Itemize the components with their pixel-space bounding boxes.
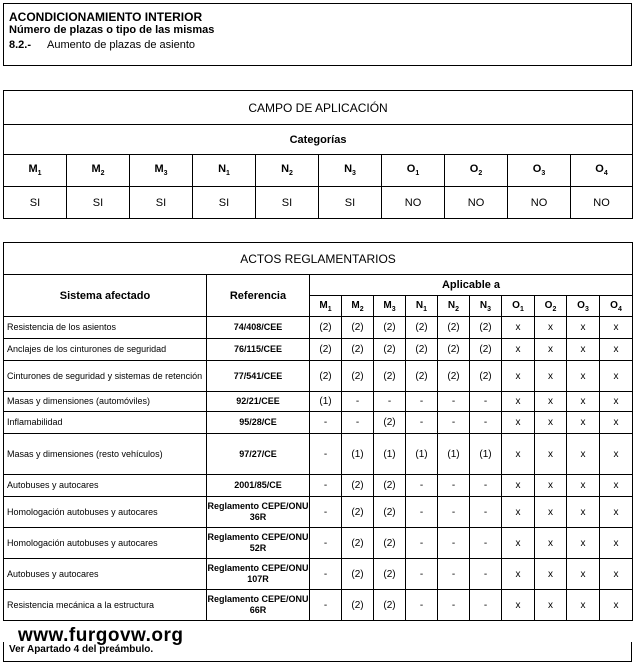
aplicable-cell: x <box>600 392 633 412</box>
col-aplicable-header: Aplicable a <box>310 275 633 296</box>
aplicable-cell: (2) <box>310 317 342 339</box>
aplicable-cell: (2) <box>374 559 406 590</box>
table-row <box>4 339 633 361</box>
aplicable-cell: x <box>502 559 535 590</box>
aplicable-cell: (2) <box>470 317 502 339</box>
aplicable-cell: x <box>535 412 567 434</box>
aplicable-cell: x <box>502 590 535 621</box>
aplicable-cell: x <box>502 361 535 392</box>
aplicable-cell: (2) <box>374 412 406 434</box>
aplicable-cell: x <box>567 339 600 361</box>
aplicable-cell: (2) <box>374 528 406 559</box>
category-letter: O <box>469 163 479 176</box>
table-row <box>4 497 633 528</box>
aplicable-cell: - <box>310 434 342 475</box>
aplicable-cell: x <box>502 475 535 497</box>
aplicable-cell: x <box>567 559 600 590</box>
campo-value-cell: SI <box>67 187 130 219</box>
category-subscript: 2 <box>289 170 293 178</box>
category-letter: M <box>28 163 38 176</box>
aplicable-cell: (2) <box>310 361 342 392</box>
aplicable-cell: x <box>502 339 535 361</box>
aplicable-cell: - <box>470 559 502 590</box>
referencia-cell: 77/541/CEE <box>207 361 310 392</box>
category-subscript: 1 <box>423 305 428 313</box>
campo-value-cell: NO <box>508 187 571 219</box>
aplicable-cell: (2) <box>310 339 342 361</box>
aplicable-cell: (2) <box>374 361 406 392</box>
category-subscript: 2 <box>552 305 557 313</box>
campo-value-cell: NO <box>445 187 508 219</box>
category-letter: O <box>512 299 520 311</box>
category-letter: N <box>447 299 456 311</box>
footer-note: Ver Apartado 4 del preámbulo. <box>3 642 632 662</box>
aplicable-cell: - <box>438 475 470 497</box>
aplicable-cell: x <box>535 475 567 497</box>
campo-category-o4 <box>571 155 633 187</box>
aplicable-cell: x <box>567 317 600 339</box>
aplicable-cell: x <box>567 528 600 559</box>
category-subscript: 2 <box>359 305 364 313</box>
aplicable-cell: (1) <box>406 434 438 475</box>
category-letter: O <box>577 299 585 311</box>
sistema-cell: Homologación autobuses y autocares <box>4 528 207 559</box>
category-letter: N <box>281 163 290 176</box>
categories-row <box>4 155 633 187</box>
aplicable-cell: x <box>600 590 633 621</box>
aplicable-cell: (1) <box>470 434 502 475</box>
aplicable-cell: x <box>535 528 567 559</box>
table-row <box>4 361 633 392</box>
aplicable-cell: - <box>310 475 342 497</box>
aplicable-cell: x <box>600 434 633 475</box>
campo-value-cell: SI <box>4 187 67 219</box>
aplicable-cell: x <box>535 559 567 590</box>
header-box <box>3 3 632 66</box>
aplicable-cell: x <box>502 317 535 339</box>
aplicable-cell: x <box>567 590 600 621</box>
col-referencia-header: Referencia <box>207 275 310 317</box>
sistema-cell: Masas y dimensiones (automóviles) <box>4 392 207 412</box>
table-row <box>4 392 633 412</box>
category-subscript: 3 <box>541 170 546 178</box>
sistema-cell: Cinturones de seguridad y sistemas de retención <box>4 361 207 392</box>
aplicable-cell: - <box>406 497 438 528</box>
aplicable-cell: (2) <box>374 497 406 528</box>
categorias-label: Categorías <box>4 125 633 155</box>
aplicable-cell: - <box>310 559 342 590</box>
table-row <box>4 412 633 434</box>
table-row <box>4 559 633 590</box>
aplicable-cell: (2) <box>342 475 374 497</box>
aplicable-cell: - <box>438 559 470 590</box>
aplicable-cell: - <box>406 590 438 621</box>
campo-value-cell: SI <box>130 187 193 219</box>
aplicable-cell: (1) <box>342 434 374 475</box>
aplicable-cell: x <box>502 392 535 412</box>
campo-value-cell: NO <box>382 187 445 219</box>
section-line <box>9 37 631 53</box>
sistema-cell: Homologación autobuses y autocares <box>4 497 207 528</box>
category-letter: O <box>595 163 604 176</box>
category-subscript: 3 <box>391 305 396 313</box>
category-subscript: 3 <box>163 170 168 178</box>
category-letter: N <box>344 163 353 176</box>
actos-category-n2 <box>438 296 470 317</box>
aplicable-cell: - <box>438 528 470 559</box>
category-subscript: 3 <box>487 305 492 313</box>
referencia-cell: Reglamento CEPE/ONU 107R <box>207 559 310 590</box>
category-subscript: 1 <box>226 170 230 178</box>
aplicable-cell: (2) <box>470 339 502 361</box>
actos-body <box>4 317 633 621</box>
category-letter: O <box>544 299 553 311</box>
aplicable-cell: (2) <box>374 339 406 361</box>
aplicable-cell: - <box>470 475 502 497</box>
sistema-cell: Resistencia de los asientos <box>4 317 207 339</box>
aplicable-cell: (1) <box>374 434 406 475</box>
col-sistema-header: Sistema afectado <box>4 275 207 317</box>
aplicable-cell: (2) <box>438 317 470 339</box>
category-letter: O <box>532 163 542 176</box>
campo-table <box>3 90 633 219</box>
aplicable-cell: (2) <box>342 317 374 339</box>
category-subscript: 3 <box>352 170 356 178</box>
actos-category-n3 <box>470 296 502 317</box>
aplicable-cell: x <box>567 475 600 497</box>
referencia-cell: 95/28/CE <box>207 412 310 434</box>
category-subscript: 1 <box>415 170 420 178</box>
aplicable-cell: x <box>600 528 633 559</box>
sistema-cell: Anclajes de los cinturones de seguridad <box>4 339 207 361</box>
aplicable-cell: (2) <box>374 475 406 497</box>
campo-value-cell: NO <box>571 187 633 219</box>
aplicable-cell: - <box>406 528 438 559</box>
aplicable-cell: - <box>310 497 342 528</box>
aplicable-cell: x <box>600 559 633 590</box>
category-letter: M <box>154 163 164 176</box>
actos-title: ACTOS REGLAMENTARIOS <box>4 243 633 275</box>
table-row <box>4 317 633 339</box>
aplicable-cell: x <box>600 339 633 361</box>
sistema-cell: Autobuses y autocares <box>4 559 207 590</box>
table-row <box>4 590 633 621</box>
actos-table <box>3 242 633 621</box>
aplicable-cell: (2) <box>342 339 374 361</box>
category-letter: N <box>415 299 424 311</box>
category-subscript: 2 <box>455 305 460 313</box>
actos-category-o1 <box>502 296 535 317</box>
aplicable-cell: (2) <box>438 339 470 361</box>
category-letter: M <box>383 299 392 311</box>
referencia-cell: 2001/85/CE <box>207 475 310 497</box>
category-subscript: 2 <box>478 170 483 178</box>
aplicable-cell: x <box>502 528 535 559</box>
aplicable-cell: - <box>438 590 470 621</box>
actos-category-o2 <box>535 296 567 317</box>
actos-category-o3 <box>567 296 600 317</box>
aplicable-cell: - <box>470 412 502 434</box>
aplicable-cell: x <box>600 412 633 434</box>
aplicable-cell: x <box>600 497 633 528</box>
aplicable-cell: x <box>567 361 600 392</box>
campo-title: CAMPO DE APLICACIÓN <box>4 91 633 125</box>
category-letter: M <box>91 163 101 176</box>
category-letter: M <box>351 299 360 311</box>
aplicable-cell: x <box>502 412 535 434</box>
aplicable-cell: - <box>470 528 502 559</box>
category-letter: M <box>319 299 328 311</box>
campo-category-m1 <box>4 155 67 187</box>
aplicable-cell: x <box>600 475 633 497</box>
doc-title: ACONDICIONAMIENTO INTERIOR <box>9 10 203 24</box>
actos-category-o4 <box>600 296 633 317</box>
watermark: www.furgovw.org <box>18 625 184 646</box>
aplicable-cell: (2) <box>374 590 406 621</box>
aplicable-cell: (1) <box>310 392 342 412</box>
table-row <box>4 528 633 559</box>
aplicable-cell: (1) <box>438 434 470 475</box>
aplicable-cell: x <box>535 590 567 621</box>
campo-category-o2 <box>445 155 508 187</box>
referencia-cell: Reglamento CEPE/ONU 52R <box>207 528 310 559</box>
campo-category-m3 <box>130 155 193 187</box>
section-number: 8.2.- <box>9 39 32 51</box>
aplicable-cell: x <box>535 361 567 392</box>
category-subscript: 3 <box>584 305 589 313</box>
aplicable-cell: - <box>374 392 406 412</box>
referencia-cell: 76/115/CEE <box>207 339 310 361</box>
aplicable-cell: (2) <box>470 361 502 392</box>
aplicable-cell: (2) <box>406 339 438 361</box>
aplicable-cell: (2) <box>342 528 374 559</box>
aplicable-cell: - <box>438 497 470 528</box>
aplicable-cell: - <box>470 497 502 528</box>
referencia-cell: 74/408/CEE <box>207 317 310 339</box>
actos-category-m2 <box>342 296 374 317</box>
aplicable-cell: - <box>470 392 502 412</box>
aplicable-cell: x <box>567 497 600 528</box>
actos-category-n1 <box>406 296 438 317</box>
campo-value-cell: SI <box>193 187 256 219</box>
aplicable-cell: x <box>535 497 567 528</box>
category-letter: N <box>218 163 227 176</box>
sistema-cell: Inflamabilidad <box>4 412 207 434</box>
category-letter: N <box>479 299 488 311</box>
aplicable-cell: x <box>502 434 535 475</box>
aplicable-cell: x <box>567 412 600 434</box>
aplicable-cell: - <box>406 475 438 497</box>
actos-category-m3 <box>374 296 406 317</box>
aplicable-cell: - <box>310 412 342 434</box>
category-subscript: 1 <box>327 305 332 313</box>
campo-category-m2 <box>67 155 130 187</box>
referencia-cell: Reglamento CEPE/ONU 36R <box>207 497 310 528</box>
category-letter: O <box>610 299 618 311</box>
aplicable-cell: (2) <box>342 590 374 621</box>
category-subscript: 4 <box>617 305 622 313</box>
campo-value-cell: SI <box>319 187 382 219</box>
campo-category-o3 <box>508 155 571 187</box>
campo-value-cell: SI <box>256 187 319 219</box>
aplicable-cell: - <box>406 412 438 434</box>
aplicable-cell: - <box>406 392 438 412</box>
sistema-cell: Resistencia mecánica a la estructura <box>4 590 207 621</box>
aplicable-cell: x <box>535 339 567 361</box>
aplicable-cell: (2) <box>342 497 374 528</box>
category-subscript: 2 <box>100 170 105 178</box>
actos-category-m1 <box>310 296 342 317</box>
aplicable-cell: - <box>470 590 502 621</box>
aplicable-cell: - <box>310 590 342 621</box>
sistema-cell: Autobuses y autocares <box>4 475 207 497</box>
category-subscript: 4 <box>603 170 608 178</box>
section-text: Aumento de plazas de asiento <box>47 39 195 51</box>
referencia-cell: 97/27/CE <box>207 434 310 475</box>
values-row <box>4 187 633 219</box>
aplicable-cell: (2) <box>406 317 438 339</box>
aplicable-cell: (2) <box>438 361 470 392</box>
aplicable-cell: (2) <box>342 361 374 392</box>
aplicable-cell: x <box>600 317 633 339</box>
referencia-cell: Reglamento CEPE/ONU 66R <box>207 590 310 621</box>
referencia-cell: 92/21/CEE <box>207 392 310 412</box>
aplicable-cell: (2) <box>342 559 374 590</box>
table-row <box>4 475 633 497</box>
aplicable-cell: - <box>438 412 470 434</box>
aplicable-cell: x <box>567 434 600 475</box>
campo-category-n2 <box>256 155 319 187</box>
aplicable-cell: - <box>310 528 342 559</box>
doc-subtitle: Número de plazas o tipo de las mismas <box>9 24 215 36</box>
table-row <box>4 434 633 475</box>
aplicable-cell: x <box>600 361 633 392</box>
aplicable-cell: (2) <box>374 317 406 339</box>
aplicable-cell: x <box>502 497 535 528</box>
aplicable-cell: x <box>535 392 567 412</box>
aplicable-cell: x <box>535 434 567 475</box>
aplicable-cell: - <box>406 559 438 590</box>
aplicable-cell: (2) <box>406 361 438 392</box>
aplicable-cell: x <box>535 317 567 339</box>
aplicable-cell: - <box>342 392 374 412</box>
category-subscript: 1 <box>37 170 42 178</box>
aplicable-cell: - <box>438 392 470 412</box>
aplicable-cell: x <box>567 392 600 412</box>
aplicable-cell: - <box>342 412 374 434</box>
campo-category-n3 <box>319 155 382 187</box>
sistema-cell: Masas y dimensiones (resto vehículos) <box>4 434 207 475</box>
campo-category-n1 <box>193 155 256 187</box>
category-subscript: 1 <box>519 305 524 313</box>
category-letter: O <box>406 163 416 176</box>
campo-category-o1 <box>382 155 445 187</box>
